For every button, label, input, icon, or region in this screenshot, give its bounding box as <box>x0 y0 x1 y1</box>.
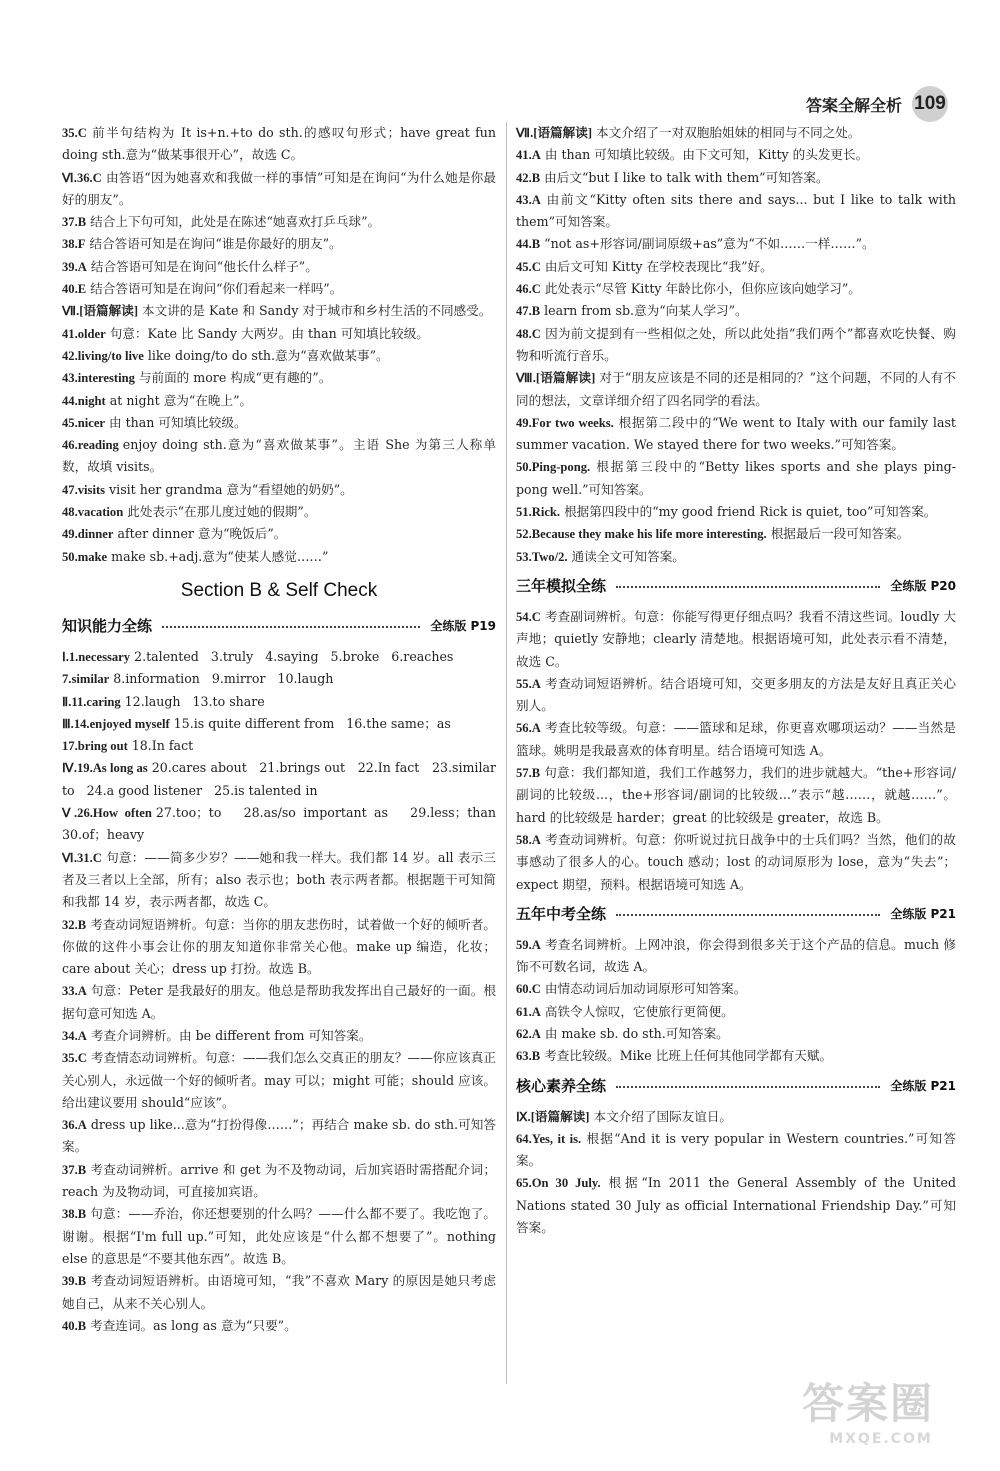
answer-number: Ⅲ.14.enjoyed myself <box>62 716 170 731</box>
answer-entry <box>62 278 496 300</box>
answer-entry <box>516 256 956 278</box>
right-mid-entries <box>516 606 956 896</box>
answer-entry <box>516 673 956 718</box>
answer-entry <box>62 1315 496 1337</box>
answer-number: 17.bring out <box>62 739 128 754</box>
answer-entry <box>62 390 496 412</box>
answer-entry <box>62 691 496 713</box>
band-dots <box>162 626 420 628</box>
answer-number: 7.similar <box>62 672 110 687</box>
answer-entry <box>62 523 496 545</box>
answer-text: 考查动词短语辨析。由语境可知，“我”不喜欢 Mary 的原因是她只考虑她自己，从来不关心别人。 <box>62 1273 496 1311</box>
answer-entry <box>62 233 496 255</box>
answer-text: 对于“朋友应该是不同的还是相同的？”这个问题，不同的人有不同的想法，文章详细介绍了四名同学的看法。 <box>516 370 956 408</box>
answer-text: learn from sb.意为“向某人学习”。 <box>544 303 748 319</box>
answer-text: 考查情态动词辨析。句意：——我们怎么交真正的朋友？——你应该真正关心别人，永远做一个好的倾听者。may 可以；might 可能；should 应该。给出建议要用 should“应该”。 <box>62 1050 496 1110</box>
answer-entry <box>62 1114 496 1159</box>
answer-number: 40.B <box>62 1318 87 1333</box>
answer-text: 结合答语可知是在询问“你们看起来一样吗”。 <box>90 281 343 297</box>
answer-text: 27.too；to 28.as/so important as 29.less；than 30.of；heavy <box>62 805 509 843</box>
answer-number: 39.A <box>62 259 87 274</box>
answer-entry <box>516 189 961 234</box>
answer-number: 42.B <box>516 170 541 185</box>
answer-number: 41.A <box>516 148 541 163</box>
answer-number: 58.A <box>516 832 541 847</box>
answer-text: 12.laugh 13.to share <box>124 693 265 709</box>
answer-text: 句意：——乔治，你还想要别的什么吗？——什么都不要了。我吃饱了。谢谢。根据“I'm full up.”可知，此处应该是“什么都不想要了”。nothing else 的意思是“不要其他东西”。故选 B。 <box>62 1206 501 1266</box>
band-label: 三年模拟全练 <box>516 577 607 596</box>
answer-number: 38.B <box>62 1207 87 1222</box>
answer-text: dress up like...意为“打扮得像……”；再结合 make sb. do sth.可知答案。 <box>62 1117 496 1155</box>
answer-text: 由答语“因为她喜欢和我做一样的事情”可知是在询问“为什么她是你最好的朋友”。 <box>62 169 496 207</box>
answer-entry <box>62 256 496 278</box>
answer-entry <box>516 1128 956 1173</box>
answer-entry <box>516 1106 956 1128</box>
answer-entry <box>516 1001 956 1023</box>
answer-number: 37.B <box>62 1162 87 1177</box>
answer-entry <box>62 713 496 735</box>
answer-number: 35.C <box>62 126 87 140</box>
answer-entry <box>62 167 496 212</box>
answer-number: 56.A <box>516 721 541 736</box>
answer-number: 48.vacation <box>62 505 124 520</box>
answer-entry <box>516 717 956 762</box>
left-top-entries <box>62 122 501 568</box>
answer-entry <box>62 345 496 367</box>
answer-entry <box>516 978 956 1000</box>
band-ref: 全练版 P21 <box>890 1079 956 1094</box>
section-title: Section B & Self Check <box>180 579 378 601</box>
answer-entry <box>516 546 956 568</box>
answer-number: 35.C <box>62 1051 87 1066</box>
answer-number: 65.On 30 July. <box>516 1176 601 1191</box>
answer-number: 39.B <box>62 1274 87 1289</box>
answer-entry <box>516 829 956 896</box>
answer-text: 由后文“but I like to talk with them”可知答案。 <box>544 169 829 185</box>
answer-entry <box>516 1045 956 1067</box>
answer-entry <box>62 668 496 690</box>
answer-text: 结合答语可知是在询问“他长什么样子”。 <box>90 258 318 274</box>
answer-entry <box>62 323 496 345</box>
answer-number: 50.make <box>62 549 108 564</box>
answer-text: 因为前文提到有一些相似之处，所以此处指“我们两个”都喜欢吃快餐、购物和听流行音乐。 <box>516 325 956 363</box>
answer-number: 60.C <box>516 982 541 997</box>
answer-text: 前半句结构为 It is+n.+to do sth.的感叹句形式；have great fun doing sth.意为“做某事很开心”，故选 C。 <box>62 125 501 163</box>
answer-number: 62.A <box>516 1026 541 1041</box>
answer-number: 41.older <box>62 326 106 341</box>
answer-number: 45.C <box>516 259 541 274</box>
band-ref: 全练版 P19 <box>430 619 496 634</box>
answer-entry <box>62 1270 496 1315</box>
answer-entry <box>62 1159 496 1204</box>
answer-number: 47.visits <box>62 482 106 497</box>
answer-text: like doing/to do sth.意为“喜欢做某事”。 <box>147 347 389 363</box>
answer-text: 句意：Kate 比 Sandy 大两岁。由 than 可知填比较级。 <box>109 325 429 341</box>
answer-entry <box>62 300 496 322</box>
answer-text: 考查副词辨析。句意：你能写得更仔细点吗？我看不清这些词。loudly 大声地；quietly 安静地；clearly 清楚地。根据语境可知，此处表示看不清楚，故选 C。 <box>516 608 956 669</box>
answer-text: 考查比较等级。句意：——篮球和足球，你更喜欢哪项运动？——当然是篮球。姚明是我最喜欢的体育明星。结合语境可知选 A。 <box>516 720 956 758</box>
answer-text: 15.is quite different from 16.the same；as <box>173 715 451 731</box>
band-five-year <box>516 900 956 928</box>
answer-entry <box>62 122 501 167</box>
answer-entry <box>62 735 496 757</box>
answer-number: Ⅳ.19.As long as <box>62 761 148 776</box>
answer-entry <box>62 501 496 523</box>
watermark-logo <box>802 1371 960 1449</box>
answer-entry <box>516 300 956 322</box>
answer-number: Ⅱ.11.caring <box>62 694 121 709</box>
answer-text: 句意：我们都知道，我们工作越努力，我们的进步就越大。“the+形容词/副词的比较级...，the+形容词/副词的比较级...”表示“越……，就越……”。hard 的比较级是 harder；great 的比较级是 greater，故选 B。 <box>516 765 956 825</box>
answer-text: 根据“In 2011 the General Assembly of the United Nations stated 30 July as official International Friendship Day.”可知答案。 <box>516 1175 961 1236</box>
answer-text: visit her grandma 意为“看望她的奶奶”。 <box>109 481 353 497</box>
answer-text: 结合上下句可知，此处是在陈述“她喜欢打乒乓球”。 <box>90 214 381 230</box>
answer-entry <box>516 762 956 829</box>
band-ref: 全练版 P21 <box>890 907 956 922</box>
answer-entry <box>516 501 956 523</box>
answer-text: 根据第四段中的“my good friend Rick is quiet, too”可知答案。 <box>564 504 937 520</box>
answer-entry <box>62 1025 496 1047</box>
band-dots <box>616 914 880 916</box>
answer-text: 此处表示“在那儿度过她的假期”。 <box>127 504 317 520</box>
answer-number: 61.A <box>516 1004 541 1019</box>
answer-number: 59.A <box>516 937 541 952</box>
answer-number: 49.dinner <box>62 527 114 542</box>
answer-text: 由后文可知 Kitty 在学校表现比“我”好。 <box>544 258 773 274</box>
answer-number: 50.Ping-pong. <box>516 460 591 475</box>
answer-number: 63.B <box>516 1049 541 1064</box>
band-dots <box>616 586 880 588</box>
answer-number: 43.interesting <box>62 371 135 386</box>
band-three-year <box>516 572 956 600</box>
answer-number: Ⅷ.[语篇解读] <box>516 371 596 386</box>
answer-text: 根据最后一段可知答案。 <box>770 526 910 542</box>
answer-entry <box>62 914 496 981</box>
answer-number: 33.A <box>62 984 87 999</box>
answer-entry <box>516 523 956 545</box>
answer-entry <box>516 144 956 166</box>
answer-number: Ⅸ.[语篇解读] <box>516 1109 590 1124</box>
page-number: 109 <box>912 86 948 122</box>
answer-number: 42.living/to live <box>62 348 144 363</box>
band-dots <box>616 1086 880 1088</box>
answer-entry <box>62 847 496 914</box>
answer-text: 根据“And it is very popular in Western countries.”可知答案。 <box>516 1130 956 1169</box>
right-bottom-entries <box>516 1106 961 1240</box>
answer-number: 54.C <box>516 609 541 624</box>
answer-entry <box>516 233 956 255</box>
answer-number: 37.B <box>62 215 87 230</box>
right-top-entries <box>516 122 961 568</box>
answer-number: 48.C <box>516 326 541 341</box>
answer-text: 考查动词短语辨析。结合语境可知，交更多朋友的方法是友好且真正关心别人。 <box>516 675 956 714</box>
answer-text: 考查介词辨析。由 be different from 可知答案。 <box>90 1027 372 1043</box>
answer-entry <box>62 479 496 501</box>
answer-entry <box>62 1203 501 1270</box>
answer-number: 45.nicer <box>62 415 106 430</box>
answer-text: 本文介绍了一对双胞胎姐妹的相同与不同之处。 <box>596 125 861 140</box>
answer-entry <box>516 412 960 457</box>
answer-text: 与前面的 more 构成“更有趣的”。 <box>138 370 332 386</box>
answer-text: 18.In fact <box>131 738 194 754</box>
answer-entry <box>62 546 496 568</box>
answer-entry <box>62 367 496 389</box>
answer-number: Ⅰ.1.necessary <box>62 649 131 664</box>
answer-text: 考查动词辨析。句意：你听说过抗日战争中的士兵们吗？当然，他们的故事感动了很多人的心。touch 感动；lost 的动词原形为 lose，意为“失去”；expect 期望，预料。根据语境可知选 A。 <box>516 831 956 892</box>
answer-entry <box>62 802 509 847</box>
answer-entry <box>516 167 956 189</box>
answer-entry <box>516 367 956 412</box>
answer-text: 此处表示“尽管 Kitty 年龄比你小，但你应该向她学习”。 <box>544 281 861 297</box>
answer-text: 由 than 可知填比较级。由下文可知，Kitty 的头发更长。 <box>544 147 869 163</box>
answer-entry <box>62 1047 496 1114</box>
answer-entry <box>516 1023 956 1045</box>
answer-text: 8.information 9.mirror 10.laugh <box>113 671 334 687</box>
answer-text: 句意：——简多少岁？——她和我一样大。我们都 14 岁。all 表示三者及三者以上全部，所有；also 表示也；both 表示两者都。根据题干可知简和我都 14 岁，表示两者都，故选 C。 <box>62 849 496 910</box>
answer-text: 由前文“Kitty often sits there and says... but I like to talk with them”可知答案。 <box>516 191 961 230</box>
answer-text: after dinner 意为“晚饭后”。 <box>117 526 287 542</box>
answer-number: 36.A <box>62 1118 87 1133</box>
running-head <box>806 86 948 122</box>
answer-text: make sb.+adj.意为“使某人感觉……” <box>111 548 329 564</box>
answer-entry <box>516 606 956 673</box>
answer-text: 2.talented 3.truly 4.saying 5.broke 6.reaches <box>134 648 454 664</box>
answer-number: Ⅵ.36.C <box>62 170 102 185</box>
answer-text: 通读全文可知答案。 <box>571 548 685 564</box>
answer-number: 43.A <box>516 192 541 207</box>
band-label: 知识能力全练 <box>62 617 153 636</box>
answer-entry <box>62 980 496 1025</box>
answer-number: Ⅶ.[语篇解读] <box>62 304 139 319</box>
answer-entry <box>62 646 496 668</box>
answer-text: 由 make sb. do sth.可知答案。 <box>544 1025 729 1041</box>
band-knowledge <box>62 612 496 640</box>
answer-text: 考查动词短语辨析。句意：当你的朋友悲伤时，试着做一个好的倾听者。你做的这件小事会让你的朋友知道你非常关心他。make up 编造，化妆；care about 关心；dress up 打扮。故选 B。 <box>62 916 496 977</box>
band-core <box>516 1072 956 1100</box>
answer-entry <box>62 412 496 434</box>
answer-text: 由 than 可知填比较级。 <box>109 414 247 430</box>
answer-text: 考查名词辨析。上网冲浪，你会得到很多关于这个产品的信息。much 修饰不可数名词，故选 A。 <box>516 936 956 975</box>
answer-text: at night 意为“在晚上”。 <box>109 392 253 408</box>
band-label: 五年中考全练 <box>516 905 607 924</box>
answer-number: 32.B <box>62 917 87 932</box>
band-label: 核心素养全练 <box>516 1077 607 1096</box>
answer-number: 49.For two weeks. <box>516 415 614 430</box>
answer-text: 结合答语可知是在询问“谁是你最好的朋友”。 <box>89 236 342 252</box>
answer-number: 47.B <box>516 304 541 319</box>
answer-entry <box>516 1172 961 1239</box>
header-title: 答案全解全析 <box>805 95 902 115</box>
watermark-logo-text: 答案圈 <box>802 1379 935 1428</box>
answer-entry <box>516 456 956 501</box>
answer-number: 40.E <box>62 282 87 297</box>
answer-text: 高铁令人惊叹，它使旅行更简便。 <box>544 1003 734 1019</box>
answer-number: Ⅶ.[语篇解读] <box>516 126 593 140</box>
answer-number: 55.A <box>516 676 541 691</box>
answer-text: 根据第二段中的“We went to Italy with our family last summer vacation. We stayed there for two weeks.”可知答案。 <box>516 414 960 453</box>
answer-number: 44.night <box>62 393 106 408</box>
answer-entry <box>516 122 956 144</box>
answer-text: 由情态动词后加动词原形可知答案。 <box>544 981 747 997</box>
answer-entry <box>62 211 496 233</box>
answer-number: Ⅵ.31.C <box>62 850 102 865</box>
answer-number: 52.Because they make his life more interesting. <box>516 527 767 542</box>
right-mid2-entries <box>516 934 956 1068</box>
answer-text: 20.cares about 21.brings out 22.In fact 23.similar to 24.a good listener 25.is talented in <box>62 760 501 798</box>
left-bottom-entries <box>62 646 509 1337</box>
answer-text: 考查连词。as long as 意为“只要”。 <box>90 1317 297 1333</box>
answer-text: 本文讲的是 Kate 和 Sandy 对于城市和乡村生活的不同感受。 <box>142 303 492 319</box>
watermark-url: MXQE.COM <box>829 1431 933 1447</box>
right-column <box>516 122 961 1239</box>
answer-number: 34.A <box>62 1028 87 1043</box>
answer-text: 句意：Peter 是我最好的朋友。他总是帮助我发挥出自己最好的一面。根据句意可知选 A。 <box>62 983 496 1021</box>
answer-text: “not as+形容词/副词原级+as”意为“不如……一样……”。 <box>544 236 875 252</box>
answer-number: Ⅴ.26.How often <box>62 806 152 821</box>
answer-entry <box>516 278 956 300</box>
answer-number: 38.F <box>62 237 86 252</box>
answer-number: 51.Rick. <box>516 505 561 520</box>
answer-entry <box>62 757 501 802</box>
answer-entry <box>516 934 956 979</box>
answer-text: 根据第三段中的“Betty likes sports and she plays ping-pong well.”可知答案。 <box>516 459 956 497</box>
column-divider <box>506 122 507 1384</box>
answer-number: 53.Two/2. <box>516 549 568 564</box>
answer-number: 44.B <box>516 237 541 252</box>
answer-text: enjoy doing sth.意为“喜欢做某事”。主语 She 为第三人称单数，故填 visits。 <box>62 437 496 475</box>
answer-text: 考查动词辨析。arrive 和 get 为不及物动词，后加宾语时需搭配介词；reach 为及物动词，可直接加宾语。 <box>62 1161 496 1200</box>
answer-text: 本文介绍了国际友谊日。 <box>593 1108 732 1124</box>
left-column <box>62 122 509 1337</box>
answer-entry <box>516 323 956 368</box>
answer-number: 46.C <box>516 282 541 297</box>
answer-number: 64.Yes, it is. <box>516 1131 582 1146</box>
band-ref: 全练版 P20 <box>890 579 956 594</box>
answer-number: 57.B <box>516 766 541 781</box>
answer-text: 考查比较级。Mike 比班上任何其他同学都有天赋。 <box>544 1048 833 1064</box>
answer-entry <box>62 434 496 479</box>
answer-number: 46.reading <box>62 438 119 453</box>
